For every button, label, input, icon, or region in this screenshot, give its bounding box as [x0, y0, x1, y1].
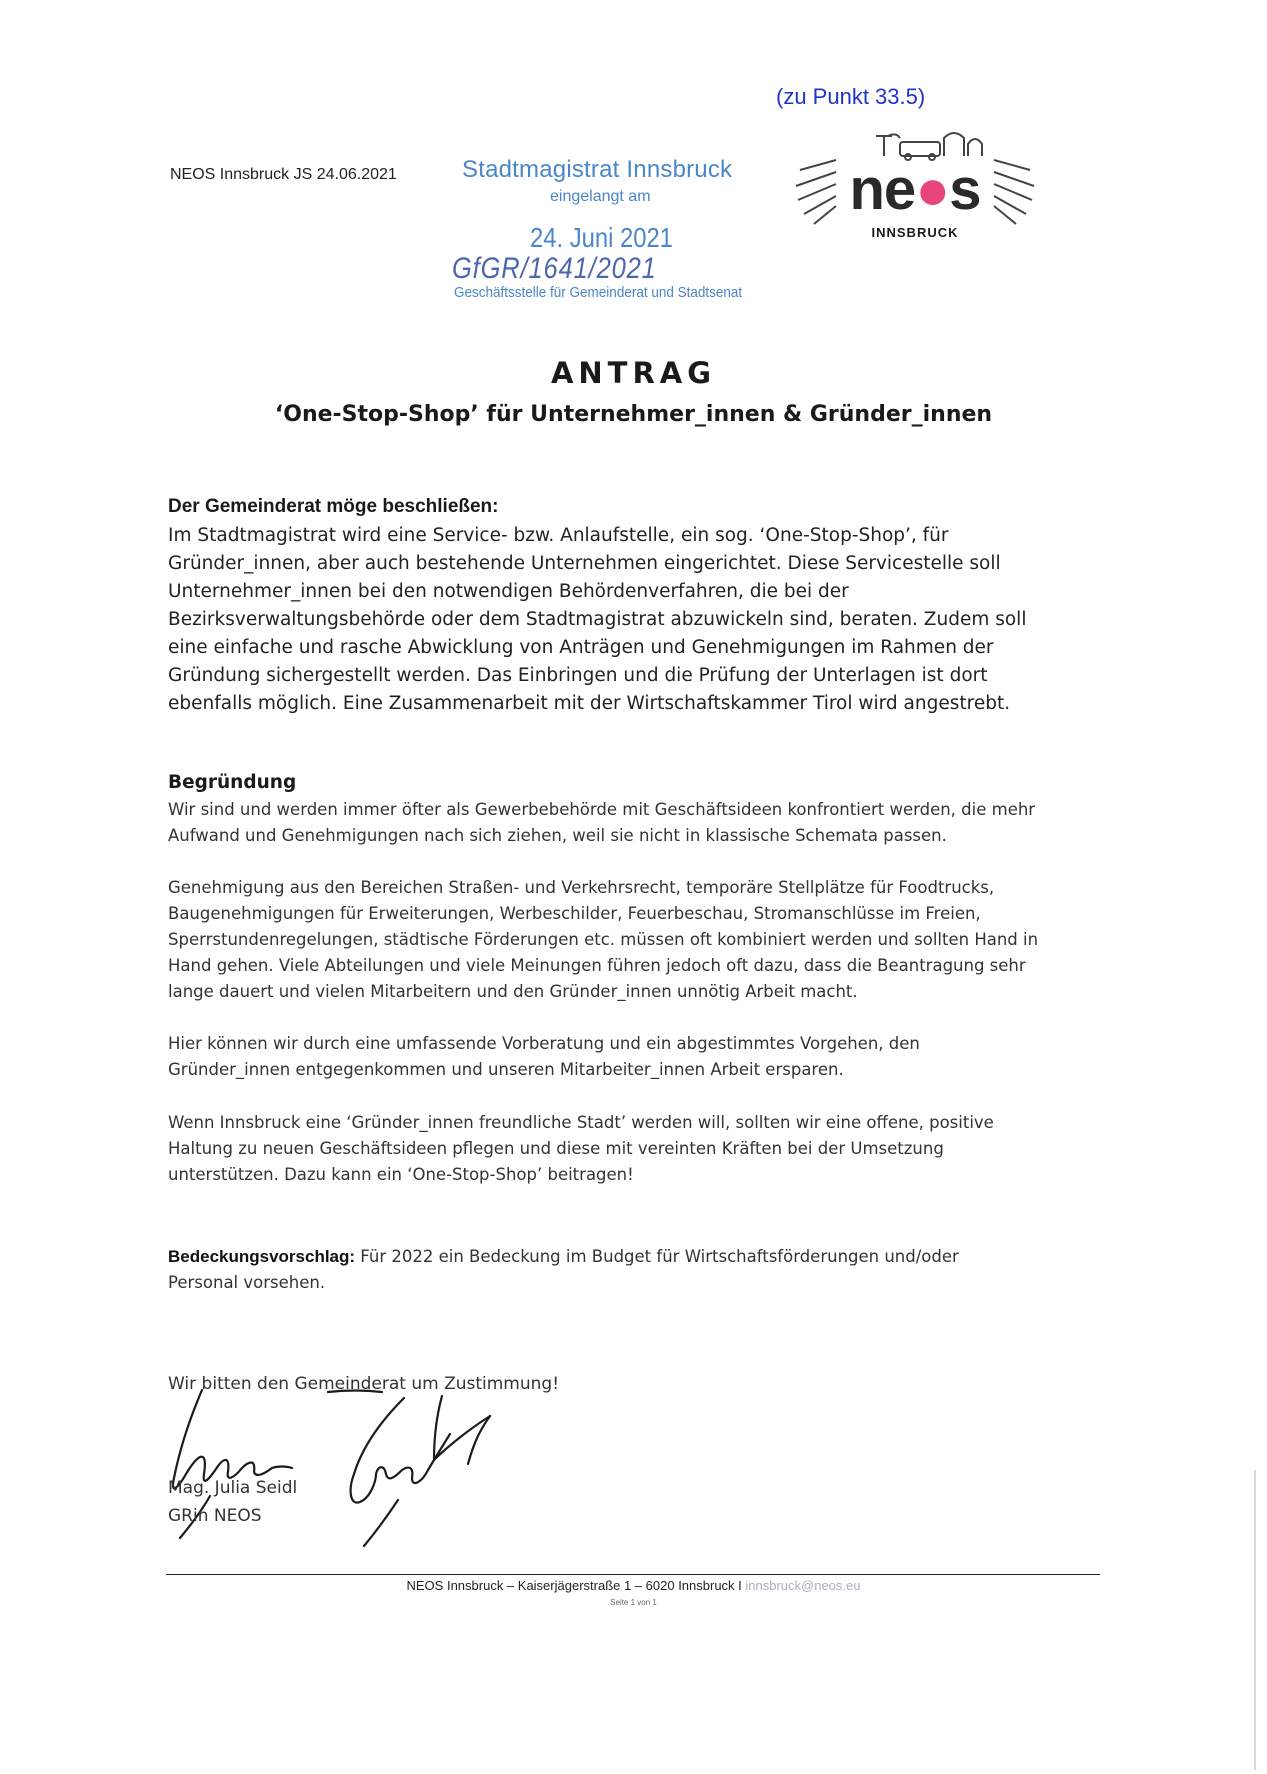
coverage-label: Bedeckungsvorschlag:: [168, 1247, 356, 1266]
footer-email-link[interactable]: innsbruck@neos.eu: [745, 1578, 861, 1593]
reasoning-line: Wir sind und werden immer öfter als Gewerbebehörde mit Geschäftsideen konfrontiert werden, die mehr: [168, 800, 1036, 819]
motion-line: Gründer_innen, aber auch bestehende Unternehmen eingerichtet. Diese Servicestelle soll: [168, 553, 1001, 574]
motion-text: [168, 522, 1128, 718]
reasoning-paragraph: [168, 1110, 1128, 1188]
logo-subtitle: INNSBRUCK: [871, 225, 959, 240]
stamp-received-label: eingelangt am: [550, 188, 651, 205]
stamp-date: 24. Juni 2021: [530, 222, 673, 253]
page-number: Seite 1 von 1: [610, 1598, 657, 1607]
agenda-reference: (zu Punkt 33.5): [776, 84, 926, 109]
stamp-department: Geschäftsstelle für Gemeinderat und Stadtsenat: [454, 284, 743, 301]
reasoning-line: Sperrstundenregelungen, städtische Förderungen etc. müssen oft kombiniert werden und sollten Hand in: [168, 930, 1039, 949]
document-subtitle: ‘One-Stop-Shop’ für Unternehmer_innen & Gründer_innen: [274, 402, 993, 427]
reasoning-paragraph: [168, 1031, 1128, 1083]
closing-request: Wir bitten den Gemeinderat um Zustimmung!: [168, 1374, 560, 1394]
reasoning-heading: Begründung: [168, 772, 297, 793]
motion-line: Bezirksverwaltungsbehörde oder dem Stadtmagistrat abzuwickeln sind, beraten. Zudem soll: [168, 609, 1027, 630]
reasoning-line: lange dauert und vielen Mitarbeitern und den Gründer_innen unnötig Arbeit macht.: [168, 982, 858, 1001]
coverage-proposal: [168, 1244, 1128, 1296]
signer-name: Mag. Julia Seidl: [168, 1478, 298, 1498]
footer-address-text: NEOS Innsbruck – Kaiserjägerstraße 1 – 6020 Innsbruck I: [406, 1578, 746, 1593]
reasoning-line: Aufwand und Genehmigungen nach sich ziehen, weil sie nicht in klassische Schemata passen.: [168, 826, 947, 845]
scan-edge-line: [1254, 1470, 1256, 1770]
reasoning-line: Haltung zu neuen Geschäftsideen pflegen und diese mit vereinten Kräften bei der Umsetzung: [168, 1139, 944, 1158]
signer-role: GRin NEOS: [168, 1506, 262, 1526]
neos-logo: [792, 130, 1038, 248]
motion-line: eine einfache und rasche Abwicklung von Anträgen und Genehmigungen im Rahmen der: [168, 637, 994, 658]
reasoning-line: Genehmigung aus den Bereichen Straßen- und Verkehrsrecht, temporäre Stellplätze für Foodtrucks,: [168, 878, 995, 897]
reasoning-line: Gründer_innen entgegenkommen und unseren Mitarbeiter_innen Arbeit ersparen.: [168, 1060, 844, 1079]
reasoning-line: Baugenehmigungen für Erweiterungen, Werbeschilder, Feuerbeschau, Stromanschlüsse im Freien,: [168, 904, 981, 923]
motion-line: Unternehmer_innen bei den notwendigen Behördenverfahren, die bei der: [168, 581, 849, 602]
reasoning-line: Hier können wir durch eine umfassende Vorberatung und ein abgestimmtes Vorgehen, den: [168, 1034, 920, 1053]
document-title: ANTRAG: [550, 356, 717, 390]
reasoning-line: Hand gehen. Viele Abteilungen und viele Meinungen führen jedoch oft dazu, dass die Beantragung sehr: [168, 956, 1026, 975]
footer-divider: [166, 1574, 1100, 1575]
motion-heading: Der Gemeinderat möge beschließen:: [168, 496, 499, 517]
logo-word: ne●s: [849, 157, 981, 222]
coverage-line: Für 2022 ein Bedeckung im Budget für Wirtschaftsförderungen und/oder: [355, 1247, 959, 1266]
footer-address: [0, 1578, 1267, 1593]
reasoning-line: unterstützen. Dazu kann ein ‘One-Stop-Shop’ beitragen!: [168, 1165, 634, 1184]
motion-line: Im Stadtmagistrat wird eine Service- bzw. Anlaufstelle, ein sog. ‘One-Stop-Shop’, für: [168, 525, 949, 546]
stamp-file-number: GfGR/1641/2021: [452, 252, 657, 285]
sender-line: NEOS Innsbruck JS 24.06.2021: [170, 166, 397, 183]
reasoning-line: Wenn Innsbruck eine ‘Gründer_innen freundliche Stadt’ werden will, sollten wir eine offene, positive: [168, 1113, 994, 1132]
stamp-office: Stadtmagistrat Innsbruck: [462, 156, 733, 183]
received-stamp: [440, 152, 760, 307]
coverage-line: Personal vorsehen.: [168, 1273, 326, 1292]
motion-line: ebenfalls möglich. Eine Zusammenarbeit mit der Wirtschaftskammer Tirol wird angestrebt.: [168, 693, 1011, 714]
motion-line: Gründung sichergestellt werden. Das Einbringen und die Prüfung der Unterlagen ist dort: [168, 665, 988, 686]
reasoning-paragraph: [168, 797, 1128, 849]
reasoning-paragraph: [168, 875, 1128, 1005]
